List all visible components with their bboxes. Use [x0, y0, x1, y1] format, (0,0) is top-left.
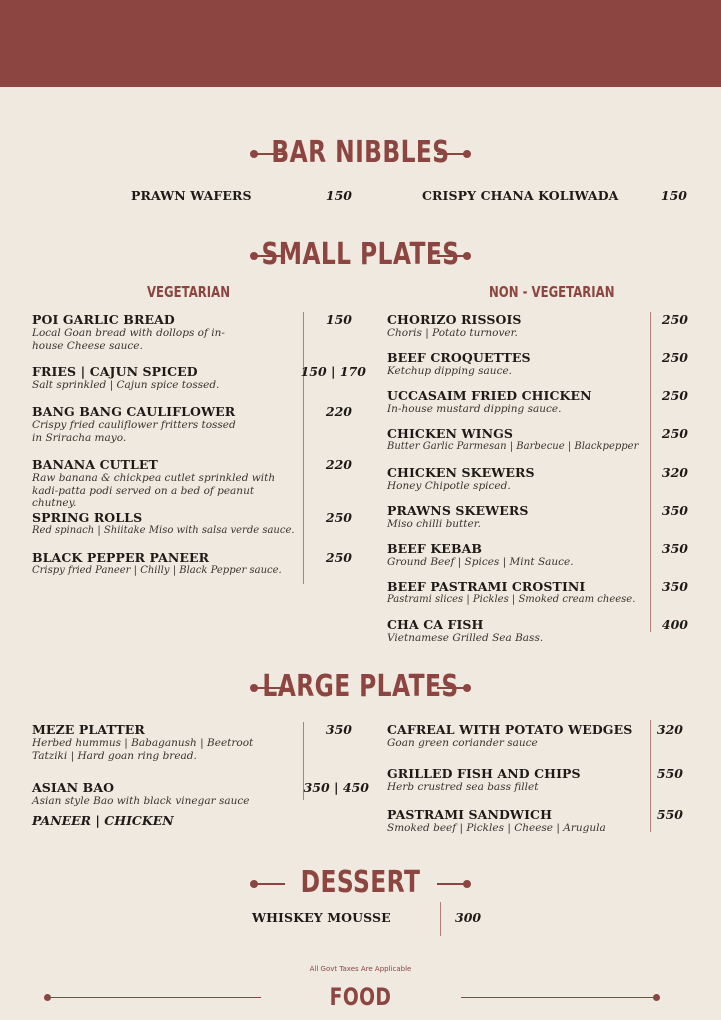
item-description: Smoked beef | Pickles | Cheese | Arugula: [387, 822, 606, 834]
item-name: PASTRAMI SANDWICH: [387, 807, 552, 822]
section-title: SMALL PLATES: [261, 237, 460, 272]
divider-dot: [463, 252, 471, 260]
item-description: Crispy fried cauliflower fritters tossed in Sriracha mayo.: [32, 419, 236, 444]
divider-dot: [463, 880, 471, 888]
menu-item: [387, 767, 581, 794]
menu-item: [32, 551, 297, 578]
section-title: DESSERT: [300, 865, 421, 900]
menu-item: [32, 405, 292, 444]
item-name: PRAWNS SKEWERS: [387, 503, 529, 518]
item-name: CHA CA FISH: [387, 617, 484, 632]
item-name: BANG BANG CAULIFLOWER: [32, 404, 236, 419]
footer-label: FOOD: [329, 983, 392, 1011]
item-price: 350: [661, 579, 688, 594]
menu-item: [387, 427, 638, 454]
item-name: BEEF KEBAB: [387, 541, 483, 556]
column-divider: [650, 312, 651, 632]
top-banner: [0, 0, 721, 87]
item-description: Butter Garlic Parmesan | Barbecue | Blackpepper: [387, 441, 639, 452]
menu-item: [387, 723, 632, 750]
item-name: UCCASAIM FRIED CHICKEN: [387, 388, 592, 403]
menu-item: [387, 618, 543, 645]
item-name: CHICKEN SKEWERS: [387, 465, 535, 480]
section-title: LARGE PLATES: [262, 669, 459, 704]
item-description: Crispy fried Paneer | Chilly | Black Pepper sauce.: [32, 565, 282, 576]
item-description: Choris | Potato turnover.: [387, 327, 518, 339]
menu-item: [387, 351, 531, 378]
menu-item: [422, 189, 618, 203]
item-price: 320: [661, 465, 688, 480]
item-price: 550: [656, 807, 683, 822]
item-price: 550: [656, 766, 683, 781]
column-divider: [440, 902, 441, 936]
column-divider: [303, 312, 304, 584]
vegetarian-label: VEGETARIAN: [147, 283, 230, 301]
item-name: CHORIZO RISSOIS: [387, 312, 522, 327]
divider-dot: [463, 684, 471, 692]
item-price: 320: [656, 722, 683, 737]
item-price: 150: [325, 188, 352, 203]
item-description: Herb crustred sea bass fillet: [387, 781, 539, 793]
item-description: Herbed hummus | Babaganush | Beetroot Tatziki | Hard goan ring bread.: [32, 737, 254, 762]
item-price: 350 | 450: [303, 780, 369, 795]
item-name: GRILLED FISH AND CHIPS: [387, 766, 581, 781]
item-price: 250: [325, 550, 352, 565]
item-description: Local Goan bread with dollops of in-house Cheese sauce.: [32, 327, 225, 352]
item-description: In-house mustard dipping sauce.: [387, 403, 562, 415]
item-name: BEEF PASTRAMI CROSTINI: [387, 579, 586, 594]
item-price: 300: [455, 910, 482, 925]
item-description: Raw banana & chickpea cutlet sprinkled with kadi-patta podi served on a bed of peanut chutney.: [32, 472, 276, 509]
menu-item: [32, 365, 292, 392]
non-vegetarian-label: NON - VEGETARIAN: [489, 283, 615, 301]
item-price: 250: [661, 426, 688, 441]
item-name: POI GARLIC BREAD: [32, 312, 175, 327]
item-description: Ground Beef | Spices | Mint Sauce.: [387, 556, 574, 568]
menu-item: [32, 781, 297, 828]
item-price: 220: [325, 404, 352, 419]
item-price: 150 | 170: [300, 364, 366, 379]
item-price: 150: [325, 312, 352, 327]
menu-item: [131, 189, 252, 203]
item-description: Honey Chipotle spiced.: [387, 480, 511, 492]
footer-dot: [653, 994, 660, 1001]
item-name: WHISKEY MOUSSE: [252, 910, 391, 925]
tax-note: All Govt Taxes Are Applicable: [309, 965, 412, 973]
menu-item: [387, 389, 592, 416]
item-name: BANANA CUTLET: [32, 457, 158, 472]
item-option: PANEER | CHICKEN: [32, 812, 174, 828]
item-description: Ketchup dipping sauce.: [387, 365, 513, 377]
item-name: PRAWN WAFERS: [131, 188, 252, 203]
section-title: BAR NIBBLES: [271, 135, 450, 170]
item-price: 250: [661, 350, 688, 365]
item-price: 350: [661, 503, 688, 518]
menu-item: [32, 313, 292, 352]
item-description: Salt sprinkled | Cajun spice tossed.: [32, 379, 220, 391]
item-description: Vietnamese Grilled Sea Bass.: [387, 632, 544, 644]
footer-dot: [44, 994, 51, 1001]
item-description: Miso chilli butter.: [387, 518, 481, 530]
menu-item: [387, 466, 535, 493]
item-price: 250: [661, 388, 688, 403]
item-price: 350: [661, 541, 688, 556]
item-name: CHICKEN WINGS: [387, 426, 514, 441]
item-name: SPRING ROLLS: [32, 510, 143, 525]
item-price: 150: [660, 188, 687, 203]
item-name: CAFREAL WITH POTATO WEDGES: [387, 722, 633, 737]
item-name: MEZE PLATTER: [32, 722, 145, 737]
menu-item: [387, 504, 529, 531]
item-price: 250: [325, 510, 352, 525]
menu-item: [32, 458, 297, 510]
menu-item: [387, 313, 522, 340]
menu-item: [387, 580, 635, 607]
footer-line: [461, 997, 658, 998]
item-name: BEEF CROQUETTES: [387, 350, 531, 365]
item-price: 350: [325, 722, 352, 737]
menu-item: [32, 723, 297, 762]
item-description: Asian style Bao with black vinegar sauce: [32, 795, 250, 807]
item-description: Goan green coriander sauce: [387, 737, 538, 749]
item-name: CRISPY CHANA KOLIWADA: [422, 188, 619, 203]
item-name: BLACK PEPPER PANEER: [32, 550, 210, 565]
item-name: FRIES | CAJUN SPICED: [32, 364, 198, 379]
item-price: 250: [661, 312, 688, 327]
item-name: ASIAN BAO: [32, 780, 115, 795]
item-price: 220: [325, 457, 352, 472]
item-description: Pastrami slices | Pickles | Smoked cream cheese.: [387, 594, 636, 605]
menu-item: [252, 911, 391, 925]
item-price: 400: [661, 617, 688, 632]
menu-item: [32, 511, 297, 538]
item-description: Red spinach | Shiitake Miso with salsa verde sauce.: [32, 525, 295, 536]
divider-dot: [463, 150, 471, 158]
menu-item: [387, 542, 574, 569]
column-divider: [650, 720, 651, 832]
menu-item: [387, 808, 606, 835]
